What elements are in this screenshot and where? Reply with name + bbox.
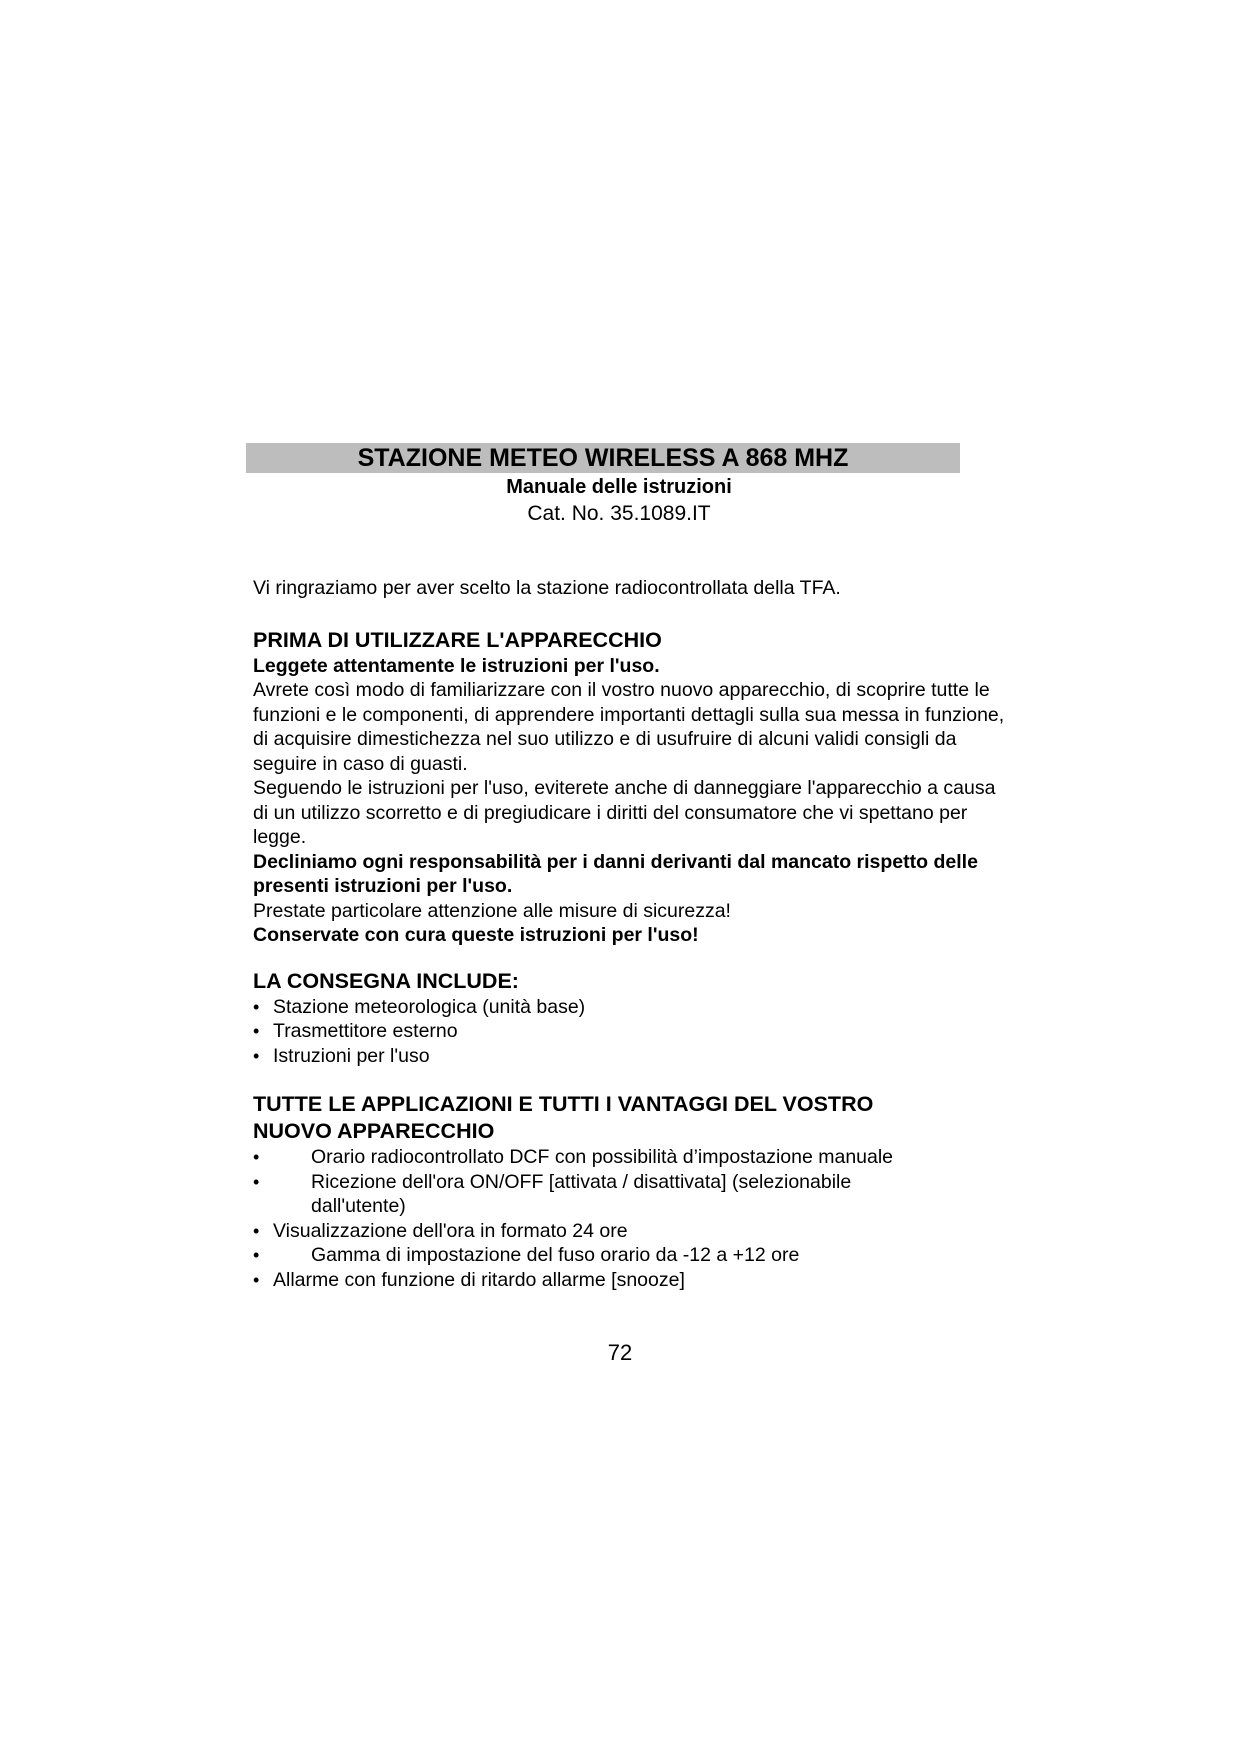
list-item: • Orario radiocontrollato DCF con possibilità d’impostazione manuale — [253, 1145, 1013, 1170]
before-use-paragraph-1: Avrete così modo di familiarizzare con il vostro nuovo apparecchio, di scoprire tutte le funzioni e le componenti, di apprendere importanti dettagli sulla sua messa in funzione, di acquisire dimestichezza nel suo utilizzo e di usufruire di alcuni validi consigli da seguire in caso di guasti. — [253, 679, 1005, 775]
intro-text: Vi ringraziamo per aver scelto la stazione radiocontrollata della TFA. — [253, 577, 841, 599]
read-carefully-text: Leggete attentamente le istruzioni per l'uso. — [253, 654, 660, 677]
safety-note: Prestate particolare attenzione alle misure di sicurezza! — [253, 899, 731, 922]
list-item: • Stazione meteorologica (unità base) — [253, 995, 1013, 1020]
before-use-heading: PRIMA DI UTILIZZARE L'APPARECCHIO — [253, 627, 662, 652]
delivery-list — [253, 995, 1013, 1069]
features-heading: TUTTE LE APPLICAZIONI E TUTTI I VANTAGGI DEL VOSTRO NUOVO APPARECCHIO — [253, 1092, 874, 1143]
document-title: STAZIONE METEO WIRELESS A 868 MHZ — [357, 444, 849, 472]
list-item: • Gamma di impostazione del fuso orario da -12 a +12 ore — [253, 1243, 1013, 1268]
keep-instructions-note: Conservate con cura queste istruzioni per l'uso! — [253, 924, 699, 946]
list-item: • Trasmettitore esterno — [253, 1019, 1013, 1044]
before-use-paragraph-2: Seguendo le istruzioni per l'uso, eviterete anche di danneggiare l'apparecchio a causa di un utilizzo scorretto e di pregiudicare i diritti del consumatore che vi spettano per legge. — [253, 777, 996, 848]
main-content — [253, 576, 1013, 1292]
page-number: 72 — [607, 1340, 633, 1365]
delivery-heading: LA CONSEGNA INCLUDE: — [253, 968, 519, 993]
list-item: • Istruzioni per l'uso — [253, 1044, 1013, 1069]
catalog-number: Cat. No. 35.1089.IT — [527, 502, 711, 525]
disclaimer-text: Decliniamo ogni responsabilità per i danni derivanti dal mancato rispetto delle presenti istruzioni per l'uso. — [253, 850, 978, 897]
document-subtitle: Manuale delle istruzioni — [506, 476, 732, 498]
delivery-section — [253, 968, 1013, 1069]
before-use-section — [253, 627, 1013, 948]
features-list — [253, 1145, 1013, 1292]
list-item: • Ricezione dell'ora ON/OFF [attivata / disattivata] (selezionabile dall'utente) — [253, 1170, 951, 1219]
list-item: • Allarme con funzione di ritardo allarme [snooze] — [253, 1268, 1013, 1293]
features-section — [253, 1091, 1013, 1292]
list-item: • Visualizzazione dell'ora in formato 24 ore — [253, 1219, 1013, 1244]
